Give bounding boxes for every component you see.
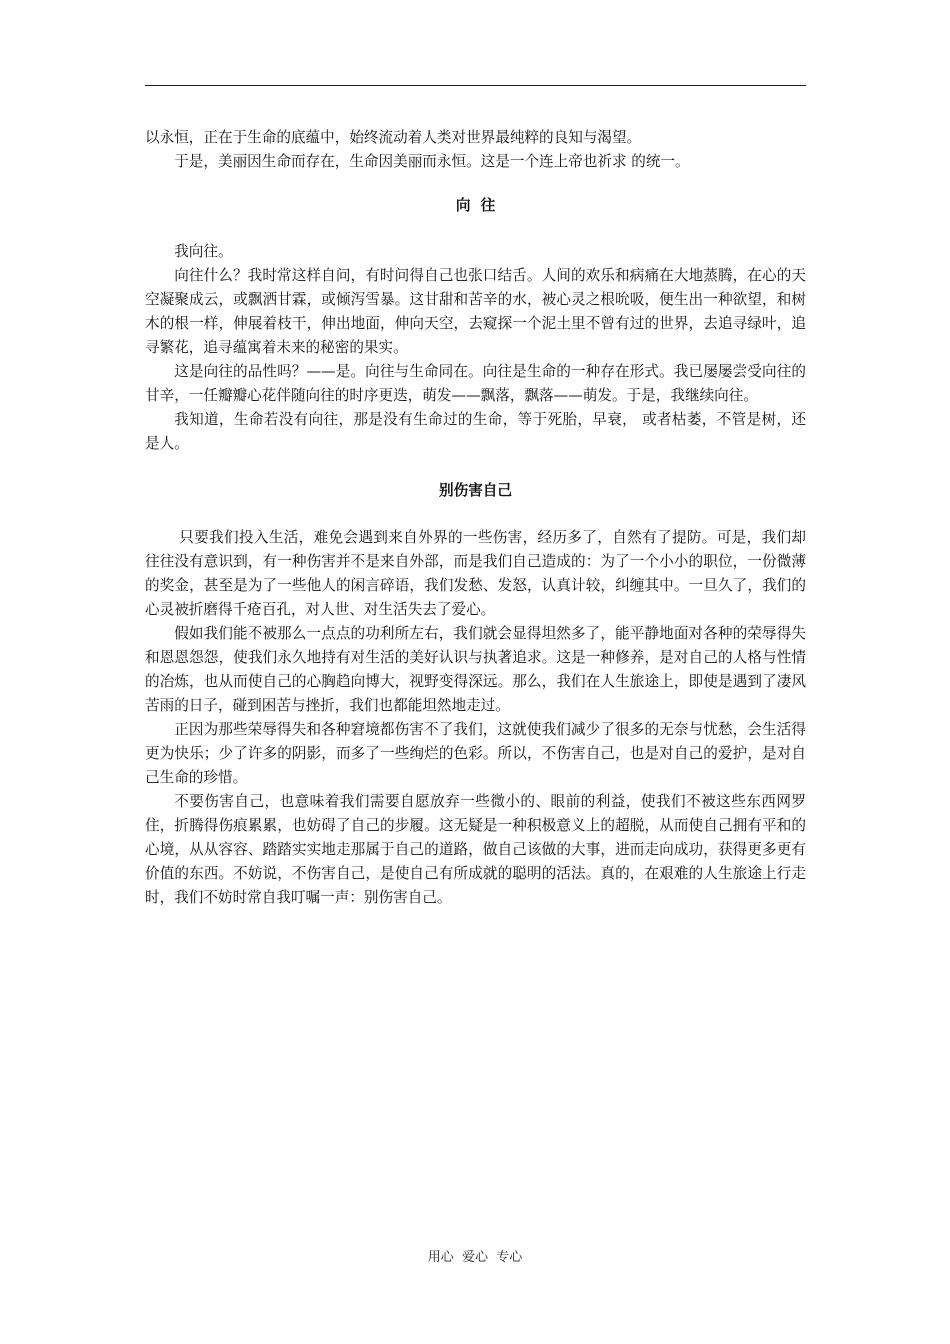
page-footer: 用心 爱心 专心: [427, 1250, 523, 1265]
section1-paragraph-4: 我知道，生命若没有向往，那是没有生命过的生命，等于死胎，早衰， 或者枯萎，不管是树，还是人。: [145, 411, 806, 452]
header-rule: [145, 85, 806, 86]
section1-paragraph-2: 向往什么？我时常这样自问，有时问得自己也张口结舌。人间的欢乐和病痛在大地蒸腾，在心的天空凝聚成云，或飘洒甘霖，或倾泻雪暴。这甘甜和苦辛的水，被心灵之根吮吸，便生出一种欲望，和树木的根一样，伸展着枝干，伸出地面，伸向天空，去窥探一个泥土里不曾有过的世界，去追寻绿叶，追寻繁花，追寻蕴寓着未来的秘密的果实。: [145, 267, 806, 356]
section1-paragraph-1: 我向往。: [174, 243, 233, 260]
section2-paragraph-2: 假如我们能不被那么一点点的功利所左右，我们就会显得坦然多了，能平静地面对各种的荣辱得失和恩恩怨怨，使我们永久地持有对生活的美好认识与执著追求。这是一种修养，是对自己的人格与性情的冶炼，也从而使自己的心胸趋向博大，视野变得深远。那么，我们在人生旅途上，即使是遇到了凄风苦雨的日子，碰到困苦与挫折，我们也都能坦然地走过。: [145, 625, 806, 714]
intro-paragraph-1: 以永恒，正在于生命的底蕴中，始终流动着人类对世界最纯粹的良知与渴望。: [145, 129, 642, 146]
intro-paragraph-2: 于是，美丽因生命而存在，生命因美丽而永恒。这是一个连上帝也祈求 的统一。: [174, 153, 690, 170]
section1-paragraph-3: 这是向往的品性吗？——是。向往与生命同在。向往是生命的一种存在形式。我已屡屡尝受向往的甘辛，一任瓣瓣心花伴随向往的时序更迭，萌发——飘落，飘落——萌发。于是，我继续向往。: [145, 363, 806, 404]
document-body: [145, 126, 806, 910]
section2-paragraph-1: 只要我们投入生活，难免会遇到来自外界的一些伤害，经历多了，自然有了提防。可是，我们却往往没有意识到，有一种伤害并不是来自外部，而是我们自己造成的：为了一个小小的职位，一份微薄的奖金，甚至是为了一些他人的闲言碎语，我们发愁、发怒，认真计较，纠缠其中。一旦久了，我们的心灵被折磨得千疮百孔，对人世、对生活失去了爱心。: [145, 529, 806, 618]
section-title-xiangwang: 向 往: [455, 197, 496, 214]
section-title-bie-shanghai-ziji: 别伤害自己: [439, 482, 512, 499]
section2-paragraph-4: 不要伤害自己，也意味着我们需要自愿放弃一些微小的、眼前的利益，使我们不被这些东西网罗住，折腾得伤痕累累，也妨碍了自己的步履。这无疑是一种积极意义上的超脱，从而使自己拥有平和的心境，从从容容、踏踏实实地走那属于自己的道路，做自己该做的大事，进而走向成功，获得更多更有价值的东西。不妨说，不伤害自己，是使自己有所成就的聪明的活法。真的，在艰难的人生旅途上行走时，我们不妨时常自我叮嘱一声：别伤害自己。: [145, 793, 806, 906]
section2-paragraph-3: 正因为那些荣辱得失和各种窘境都伤害不了我们，这就使我们减少了很多的无奈与忧愁，会生活得更为快乐；少了许多的阴影，而多了一些绚烂的色彩。所以，不伤害自己，也是对自己的爱护，是对自己生命的珍惜。: [145, 721, 806, 786]
